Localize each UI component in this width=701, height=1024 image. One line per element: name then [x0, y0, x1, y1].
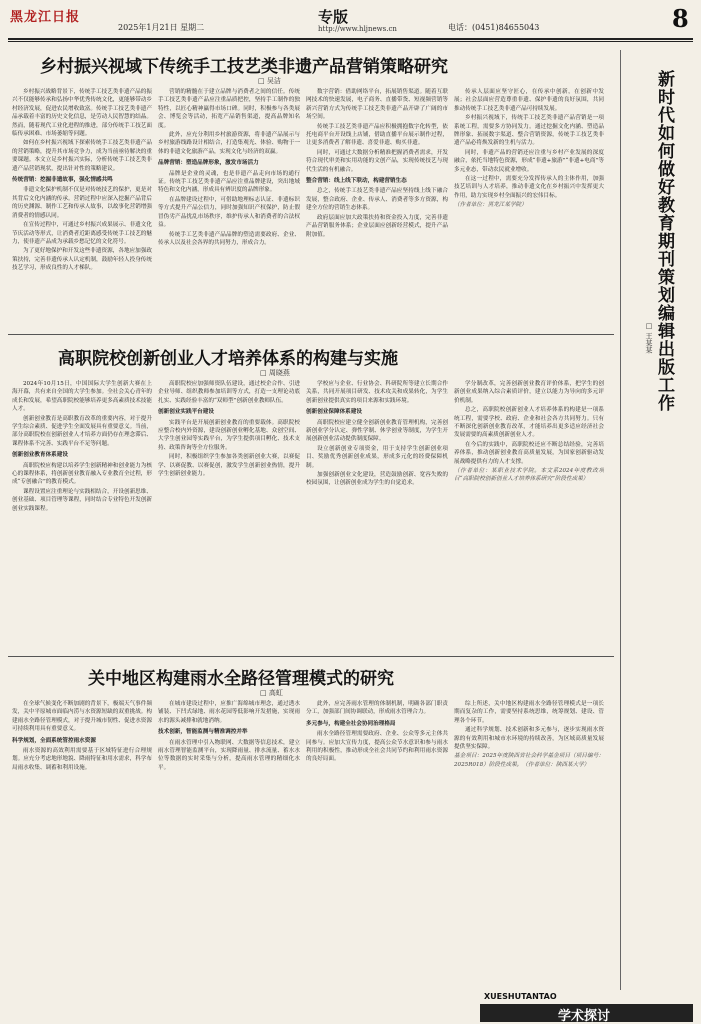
paragraph: 乡村振兴视域下，传统手工技艺类非遗产品营销是一项系统工程，需要多方协同发力。通过挖掘文化内涵、塑造品牌形象、拓展数字渠道、整合营销资源，传统手工技艺类非遗产品必将焕发新的生机与活力。 [454, 115, 604, 147]
paragraph: 加强创新创业文化建设，营造鼓励创新、宽容失败的校园氛围，让创新创业成为学生的自觉追求。 [306, 472, 448, 487]
newspaper-logo: 黑龙江日报 [10, 10, 81, 25]
article3-title: 关中地区构建雨水全路径管理模式的研究 [88, 669, 394, 689]
paragraph: 创新创业教育是高职教育改革的重要内容，对于提升学生综合素质、促进学生全面发展具有重要意义。当前，部分高职院校在创新创业人才培养方面仍存在理念滞后、课程体系不完善、实践平台不足等问题。 [12, 415, 152, 447]
article2-col [12, 380, 152, 650]
author-note: 基金项目：2025年度陕西省社会科学基金项目（项目编号：2025R018）阶段性成果。（作者单位：陕西某大学） [454, 753, 604, 768]
paragraph: 在宣传过程中，可通过乡村振兴成果展示、非遗文化节庆活动等形式，让消费者近距离感受传统手工技艺的魅力，使非遗产品成为承载乡愁记忆的文化符号。 [12, 222, 152, 245]
article1-byline: □ 吴洁 [258, 77, 281, 85]
paragraph: 设立创新创业专项资金，用于支持学生创新创业项目、奖励优秀创新创业成果，形成多元化的经费保障机制。 [306, 445, 448, 469]
paragraph: 在雨水管理中引入物联网、大数据等信息技术，建立雨水管理智能监测平台，实现降雨量、排水流量、蓄水水位等数据的实时采集与分析，提高雨水管理的精细化水平。 [158, 739, 300, 771]
paragraph: 在今后的实践中，高职院校还应不断总结经验，完善培养体系，推动创新创业教育高质量发展，为国家创新驱动发展战略提供有力的人才支撑。 [454, 441, 604, 465]
footer-label: XUESHUTANTAO [484, 992, 557, 1001]
article3-col [158, 700, 300, 1018]
masthead [0, 0, 701, 40]
sidebar-byline: □ 王某某 [645, 322, 653, 354]
paragraph: 同时，可通过大数据分析精准把握消费者需求，开发符合现代审美和实用功能的文创产品，实现传统技艺与现代生活的有机融合。 [306, 149, 448, 173]
article1-title: 乡村振兴视域下传统手工技艺类非遗产品营销策略研究 [40, 57, 448, 77]
section-tag: 专版 [318, 8, 349, 26]
subheading: 整合营销：线上线下联动，构建营销生态 [306, 178, 407, 185]
paragraph: 此外，应完善雨水管理的体制机制，明确各部门职责分工，加强部门间协调联动，形成雨水管理合力。 [306, 701, 448, 716]
paragraph: 学分制改革，完善创新创业教育评价体系，把学生的创新创业成果纳入综合素质评价，建立以能力为导向的多元评价机制。 [454, 381, 604, 404]
paragraph: 高职院校应加强师资队伍建设，通过校企合作、引进企业导师、组织教师参加培训等方式，打造一支理论功底扎实、实践经验丰富的“双师型”创新创业教师队伍。 [158, 381, 300, 404]
paragraph: 通过科学规划、技术创新和多元参与，逐步实现雨水资源的有效利用和城市水环境的持续改善，为区域高质量发展提供坚实保障。 [454, 727, 604, 751]
author-note: （作者单位：某职业技术学院。本文系2024年度教改项目“高职院校创新创业人才培养体系研究”阶段性成果） [454, 468, 604, 483]
paragraph: 如何在乡村振兴视域下探索传统手工技艺类非遗产品的营销策略，提升其市场竞争力，成为当前亟待解决的重要课题。本文立足乡村振兴实际，分析传统手工技艺类非遗产品营销现状，提出针对性的策略建议。 [12, 140, 152, 172]
article2-col [306, 380, 448, 650]
paragraph: 学校应与企业、行业协会、科研院所等建立长期合作关系，共同开展项目研发、技术攻关和成果转化，为学生创新创业提供真实的项目来源和实践环境。 [306, 381, 448, 404]
subheading: 创新创业教育体系建设 [12, 452, 68, 459]
article2-byline: □ 周晓燕 [260, 369, 290, 377]
article3-col [12, 700, 152, 1018]
paragraph: 雨水资源的高效利用需要基于区域特征进行合理规划。应充分考虑地形地貌、降雨特征和用水需求，科学布局雨水收集、调蓄和利用设施。 [12, 748, 152, 771]
article3-col [306, 700, 448, 1018]
article1-col [12, 88, 152, 328]
paragraph: 此外，应充分利用乡村旅游资源，将非遗产品展示与乡村旅游线路设计相结合，打造集观光、体验、购物于一体的非遗文化旅游产品，实现文化与经济的双赢。 [158, 132, 300, 155]
subheading: 创新创业保障体系建设 [306, 409, 362, 416]
article3-byline: □ 高虹 [260, 689, 283, 697]
masthead-rule-thin [8, 41, 693, 42]
paragraph: 高职院校应建立健全创新创业教育管理机构，完善创新创业学分认定、弹性学制、休学创业等制度，为学生开展创新创业活动提供制度保障。 [306, 419, 448, 443]
author-note: （作者单位：黑龙江某学院） [454, 202, 527, 209]
paragraph: 总之，高职院校创新创业人才培养体系的构建是一项系统工程，需要学校、政府、企业和社会各方共同努力。只有不断深化创新创业教育改革，才能培养出更多适应经济社会发展需要的高素质创新创业人才。 [454, 407, 604, 439]
subheading: 技术创新，智能监测与精准调控并举 [158, 729, 248, 736]
masthead-rule [8, 38, 693, 40]
paragraph: 为了更好地保护和开发这些非遗资源，各地应加强政策扶持，完善非遗传承人认定机制，鼓励年轻人投身传统技艺学习，形成良性的人才梯队。 [12, 248, 152, 272]
footer-banner-text: 学术探讨 [558, 1009, 611, 1024]
subheading: 传统营销：挖掘非遗故事，强化情感共鸣 [12, 177, 113, 184]
page-number: 8 [672, 4, 689, 33]
paragraph: 非遗文化保护机制不仅是对传统技艺的保护，更是对其背后文化内涵的传承。营销过程中应深入挖掘产品背后的历史渊源、制作工艺和传承人故事，以故事化营销增强消费者的情感认同。 [12, 187, 152, 219]
section-divider [8, 656, 614, 657]
site-url: http://www.hljnews.cn [318, 25, 397, 33]
paragraph: 品牌是企业的灵魂，也是非遗产品走向市场的通行证。传统手工技艺类非遗产品应注重品牌建设，突出地域特色和文化内涵，形成具有辨识度的品牌形象。 [158, 170, 300, 194]
paragraph: 传统手工技艺类非遗产品应积极拥抱数字化转型，依托电商平台开设线上店铺，借助直播平台展示制作过程，让更多消费者了解非遗、喜爱非遗、购买非遗。 [306, 123, 448, 147]
paragraph: 总之，传统手工技艺类非遗产品应坚持线上线下融合发展，整合政府、企业、传承人、消费者等多方资源，构建全方位的营销生态体系。 [306, 188, 448, 212]
paragraph: 雨水全路径管理需要政府、企业、公众等多元主体共同参与。应加大宣传力度，提高公众节水意识和参与雨水利用的积极性，推动形成全社会共同节约和利用雨水资源的良好局面。 [306, 731, 448, 763]
paragraph: 营销的精髓在于建立品牌与消费者之间的信任。传统手工技艺类非遗产品应注重品质把控，坚持手工制作的独特性，以匠心精神赢得市场口碑。同时，积极参与各类展会、博览会等活动，拓宽产品销售渠道，提高品牌知名度。 [158, 89, 300, 129]
subheading: 多元参与，构建全社会协同治理格局 [306, 720, 396, 727]
paragraph: 乡村振兴战略背景下，传统手工技艺类非遗产品的振兴不仅能够传承和弘扬中华优秀传统文化，更能够带动乡村经济发展，促进农民增收致富。传统手工技艺类非遗产品承载着丰富的历史文化信息，是劳动人民智慧的结晶。然而，随着现代工业化进程的推进，部分传统手工技艺面临传承困难、市场萎缩等问题。 [12, 89, 152, 138]
paragraph: 课程设置应注重理论与实践相结合，开设创新思维、创业基础、项目管理等课程，同时结合专业特色开发创新创业实践课程。 [12, 488, 152, 512]
article1-col [454, 88, 604, 328]
paragraph: 政府层面应加大政策扶持和资金投入力度，完善非遗产品营销服务体系；企业层面应创新经营模式，提升产品附加值。 [306, 214, 448, 238]
article1-col [158, 88, 300, 328]
section-divider [8, 334, 614, 335]
hotline: 电话：(0451)84655043 [448, 23, 540, 32]
article1-col [306, 88, 448, 328]
paragraph: 在城市建设过程中，应推广海绵城市理念，通过透水铺装、下凹式绿地、雨水花园等低影响开发措施，实现雨水的源头减排和就地消纳。 [158, 701, 300, 724]
article2-title: 高职院校创新创业人才培养体系的构建与实施 [58, 349, 398, 369]
article2-col [454, 380, 604, 650]
paragraph: 同时，非遗产品的营销还应注重与乡村产业发展的深度融合，依托当地特色资源，形成“非遗+旅游”“非遗+电商”等多元业态，带动农民就业增收。 [454, 149, 604, 173]
paragraph: 在品牌建设过程中，可借助地理标志认证、非遗标识等方式提升产品公信力，同时加强知识产权保护，防止假冒伪劣产品扰乱市场秩序，维护传承人和消费者的合法权益。 [158, 196, 300, 229]
paragraph: 传统手工艺类非遗产品品牌的塑造需要政府、企业、传承人以及社会各界的共同努力，形成合力。 [158, 231, 300, 246]
paragraph: 在这一过程中，需要充分发挥传承人的主体作用，加强技艺培训与人才培养，推动非遗文化在乡村振兴中发挥更大作用，助力实现乡村全面振兴的宏伟目标。 [454, 176, 604, 199]
paragraph: 传承人层面应坚守匠心，在传承中创新，在创新中发展；社会层面应营造尊重非遗、保护非遗的良好氛围，共同推动传统手工技艺类非遗产品可持续发展。 [454, 89, 604, 112]
paragraph: 数字营销：借助网络平台，拓展销售渠道。随着互联网技术的快速发展，电子商务、直播带货、短视频营销等新兴营销方式为传统手工技艺类非遗产品开辟了广阔的市场空间。 [306, 89, 448, 121]
paragraph: 综上所述，关中地区构建雨水全路径管理模式是一项长期而复杂的工作，需要坚持系统思维，统筹规划、建设、管理各个环节。 [454, 701, 604, 724]
paragraph: 在全球气候变化不断加剧的背景下，极端天气事件频发，关中平原城市面临内涝与水资源短缺的双重挑战。构建雨水全路径管理模式，对于提升城市韧性、促进水资源可持续利用具有重要意义。 [12, 701, 152, 733]
subheading: 创新创业实践平台建设 [158, 409, 214, 416]
paragraph: 高职院校应构建以培养学生创新精神和创业能力为核心的课程体系，将创新创业教育融入专业教育全过程，形成“专创融合”的教育模式。 [12, 462, 152, 486]
sidebar-title: 新时代如何做好教育期刊策划编辑出版工作 [654, 70, 674, 412]
subheading: 科学规划，全面系统管控雨水资源 [12, 737, 96, 744]
sidebar-rule [620, 50, 621, 990]
subheading: 品牌营销：塑造品牌形象，激发市场活力 [158, 160, 259, 167]
article2-col [158, 380, 300, 650]
paragraph: 2024年10月15日，中国国际大学生创新大赛在上海开幕，共有来自全国的大学生参加。全社会关心青年的成长和发展，希望高职院校能够培养更多高素质技术技能人才。 [12, 381, 152, 413]
paragraph: 实践平台是开展创新创业教育的重要载体。高职院校应整合校内外资源，建设创新创业孵化基地、众创空间、大学生创业园等实践平台，为学生提供项目孵化、技术支持、政策咨询等全方位服务。 [158, 419, 300, 451]
article3-col [454, 700, 604, 1018]
paragraph: 同时，积极组织学生参加各类创新创业大赛，以赛促学、以赛促教、以赛促创，激发学生创新创业热情，提升学生创新创业能力。 [158, 454, 300, 478]
dateline: 2025年1月21日 星期二 [118, 23, 205, 32]
